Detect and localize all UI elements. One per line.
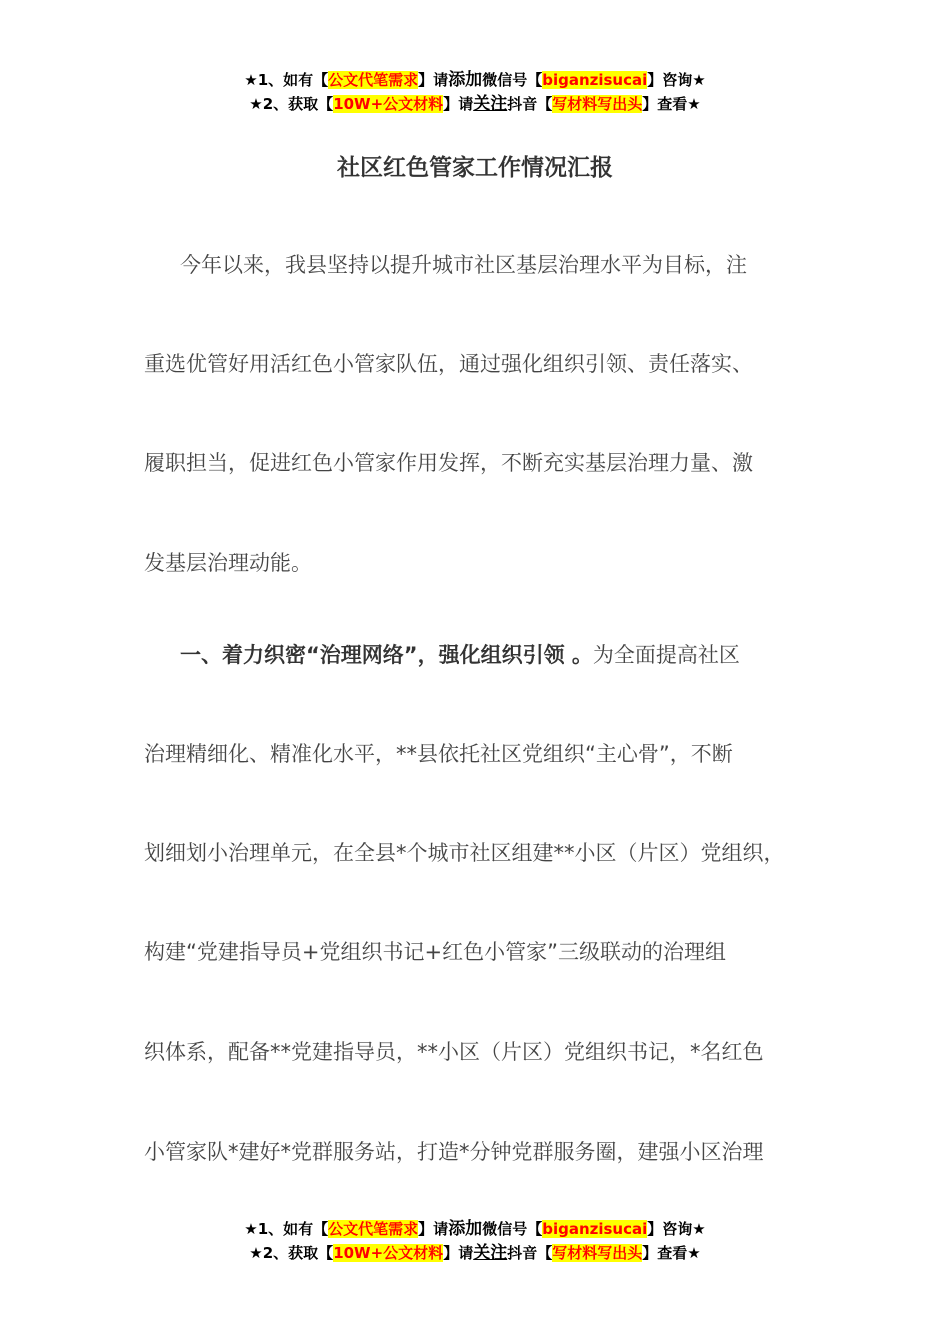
footer-banner-line-2 xyxy=(0,1241,950,1265)
banner-douyin-name: 写材料写出头 xyxy=(552,95,643,113)
paragraph-line: 划细划小治理单元，在全县*个城市社区组建**小区（片区）党组织， xyxy=(144,841,785,865)
banner-text: 微信号【 xyxy=(482,1220,543,1238)
banner-text: 】请 xyxy=(443,1244,474,1262)
banner-text: 】请 xyxy=(418,1220,449,1238)
header-banner-line-1 xyxy=(0,68,950,92)
banner-emphasis: 关注 xyxy=(473,94,508,114)
header-banner-line-2 xyxy=(0,92,950,116)
banner-text: 】请 xyxy=(418,71,449,89)
banner-emphasis: 添加 xyxy=(448,70,483,90)
banner-text: 抖音【 xyxy=(507,1244,553,1262)
banner-highlight: 公文代笔需求 xyxy=(328,1220,419,1238)
banner-text: 】咨询★ xyxy=(647,1220,706,1238)
banner-emphasis: 关注 xyxy=(473,1243,508,1263)
section-heading-line xyxy=(180,640,740,670)
banner-emphasis: 添加 xyxy=(448,1219,483,1239)
paragraph-line: 织体系，配备**党建指导员，**小区（片区）党组织书记，*名红色 xyxy=(144,1040,764,1064)
banner-highlight: 10W+公文材料 xyxy=(333,95,444,113)
banner-douyin-name: 写材料写出头 xyxy=(552,1244,643,1262)
paragraph-line: 发基层治理动能。 xyxy=(144,551,312,575)
banner-text: 】查看★ xyxy=(642,1244,701,1262)
banner-highlight: 公文代笔需求 xyxy=(328,71,419,89)
banner-text: 】咨询★ xyxy=(647,71,706,89)
banner-text: ★2、获取【 xyxy=(249,1244,334,1262)
header-banner xyxy=(0,68,950,116)
banner-text: 抖音【 xyxy=(507,95,553,113)
paragraph-line: 履职担当，促进红色小管家作用发挥，不断充实基层治理力量、激 xyxy=(144,451,753,475)
banner-highlight: 10W+公文材料 xyxy=(333,1244,444,1262)
paragraph-line: 重选优管好用活红色小管家队伍，通过强化组织引领、责任落实、 xyxy=(144,352,753,376)
document-title: 社区红色管家工作情况汇报 xyxy=(337,155,613,181)
section-text: 为全面提高社区 xyxy=(592,643,740,667)
section-heading: 一、着力织密“治理网络”，强化组织引领 。 xyxy=(180,643,593,667)
paragraph-line: 构建“党建指导员+党组织书记+红色小管家”三级联动的治理组 xyxy=(144,940,726,964)
banner-text: 微信号【 xyxy=(482,71,543,89)
footer-banner-line-1 xyxy=(0,1217,950,1241)
banner-text: 】查看★ xyxy=(642,95,701,113)
paragraph-line: 今年以来，我县坚持以提升城市社区基层治理水平为目标，注 xyxy=(180,253,747,277)
banner-text: 】请 xyxy=(443,95,474,113)
banner-wechat-id: biganzisucai xyxy=(542,1220,648,1238)
paragraph-line: 小管家队*建好*党群服务站，打造*分钟党群服务圈，建强小区治理 xyxy=(144,1140,764,1164)
footer-banner xyxy=(0,1217,950,1265)
banner-text: ★1、如有【 xyxy=(244,71,329,89)
banner-wechat-id: biganzisucai xyxy=(542,71,648,89)
banner-text: ★1、如有【 xyxy=(244,1220,329,1238)
paragraph-line: 治理精细化、精准化水平，**县依托社区党组织“主心骨”，不断 xyxy=(144,742,733,766)
banner-text: ★2、获取【 xyxy=(249,95,334,113)
